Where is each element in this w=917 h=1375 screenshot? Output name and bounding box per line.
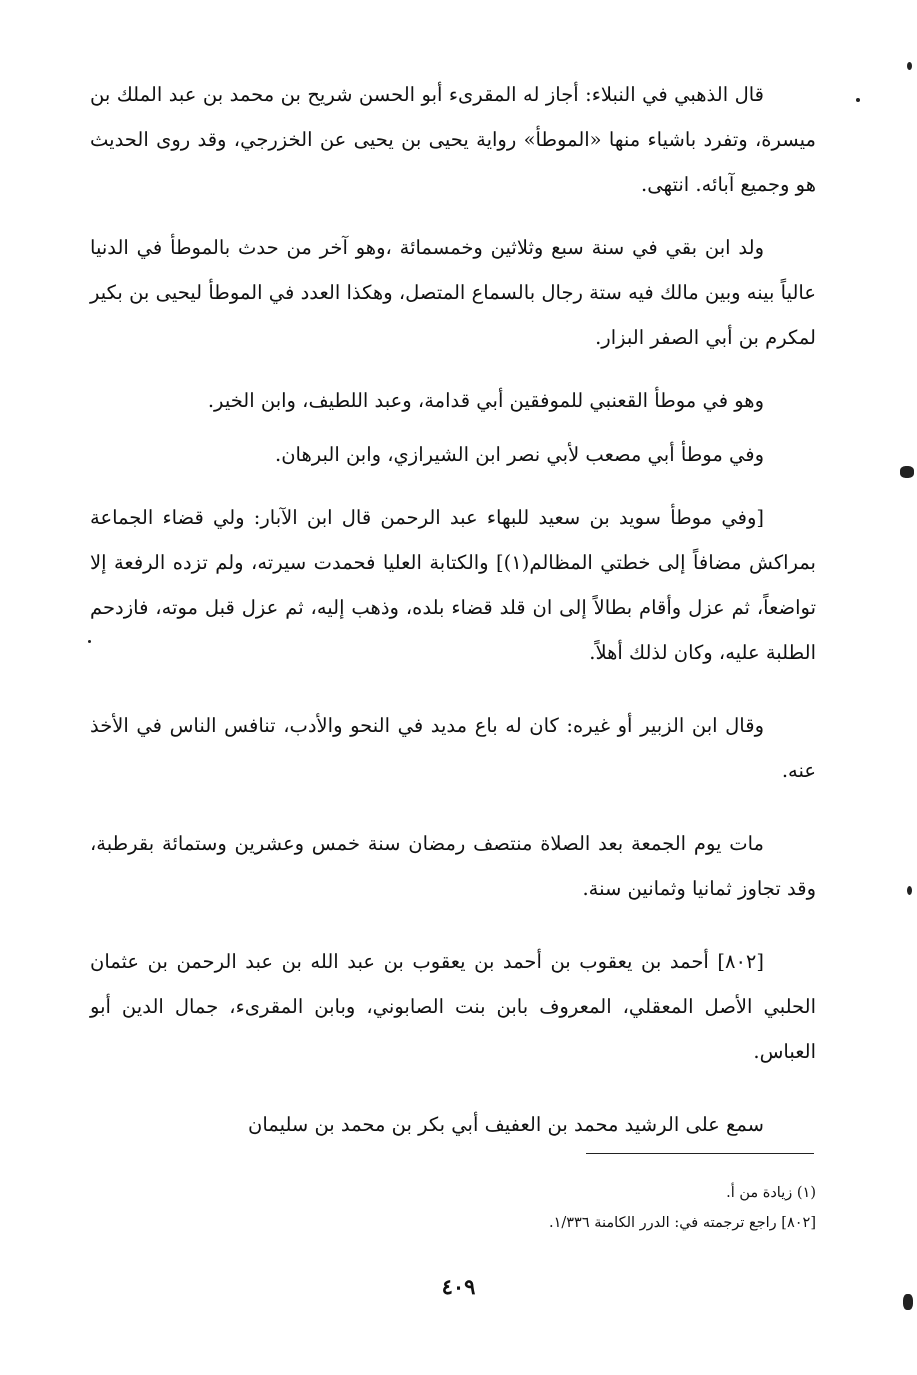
paragraph-suwayd-muwatta: [وفي موطأ سويد بن سعيد للبهاء عبد الرحمن قال ابن الآبار: ولي قضاء الجماعة بمراكش مضافاً إلى خطتي المظالم(١)] والكتابة العليا فحمدت سيرته، ولم تزده الرفعة إلا تواضعاً، ثم عزل وأقام بطالاً إلى ان قلد قضاء بلده، وذهب إليه، ثم عزل قبل موته، فازدحم الطلبة عليه، وكان لذلك أهلاً.: [90, 506, 816, 664]
paragraph-entry-802: [٨٠٢] أحمد بن يعقوب بن أحمد بن يعقوب بن عبد الله بن عبد الرحمن بن عثمان الحلبي الأصل المعقلي، المعروف بابن بنت الصابوني، وبابن المقرىء، جمال الدين أبو العباس.: [90, 950, 816, 1063]
scan-blot: [903, 1294, 913, 1310]
page-number: ٤٠٩: [441, 1274, 476, 1299]
paragraph-ibn-zubayr: وقال ابن الزبير أو غيره: كان له باع مديد في النحو والأدب، تنافس الناس في الأخذ عنه.: [90, 714, 816, 782]
scan-speck: [907, 62, 912, 70]
paragraph-qanabi-muwatta: وهو في موطأ القعنبي للموفقين أبي قدامة، وعبد اللطيف، وابن الخير.: [207, 389, 764, 412]
paragraph-heard-from: سمع على الرشيد محمد بن العفيف أبي بكر بن محمد بن سليمان: [248, 1113, 764, 1136]
paragraph-dhahabi-quote: قال الذهبي في النبلاء: أجاز له المقرىء أبو الحسن شريح بن محمد بن عبد الملك بن ميسرة، وتفرد باشياء منها «الموطأ» رواية يحيى بن يحيى عن الخزرجي، وقد روى الحديث هو وجميع آبائه. انتهى.: [90, 83, 816, 196]
scan-speck: [856, 98, 860, 102]
paragraph-death: مات يوم الجمعة بعد الصلاة منتصف رمضان سنة خمس وعشرين وستمائة بقرطبة، وقد تجاوز ثمانيا وثمانين سنة.: [90, 832, 816, 900]
footnotes: [300, 1178, 816, 1238]
scan-speck: [88, 640, 91, 643]
footnote-divider: [586, 1153, 814, 1154]
footnote-1: (١) زيادة من أ.: [726, 1185, 816, 1201]
scan-speck: [907, 886, 912, 895]
footnote-802: [٨٠٢] راجع ترجمته في: الدرر الكامنة ١/٣٣٦.: [548, 1215, 816, 1231]
scan-blot: [900, 466, 914, 478]
book-page-body: [90, 72, 816, 1147]
paragraph-birth-muwatta: ولد ابن بقي في سنة سبع وثلاثين وخمسمائة ،وهو آخر من حدث بالموطأ في الدنيا عالياً بينه وبين مالك فيه ستة رجال بالسماع المتصل، وهكذا العدد في الموطأ ليحيى بن بكير لمكرم بن أبي الصفر البزار.: [90, 236, 816, 349]
paragraph-abu-musab-muwatta: وفي موطأ أبي مصعب لأبي نصر ابن الشيرازي، وابن البرهان.: [275, 443, 764, 466]
